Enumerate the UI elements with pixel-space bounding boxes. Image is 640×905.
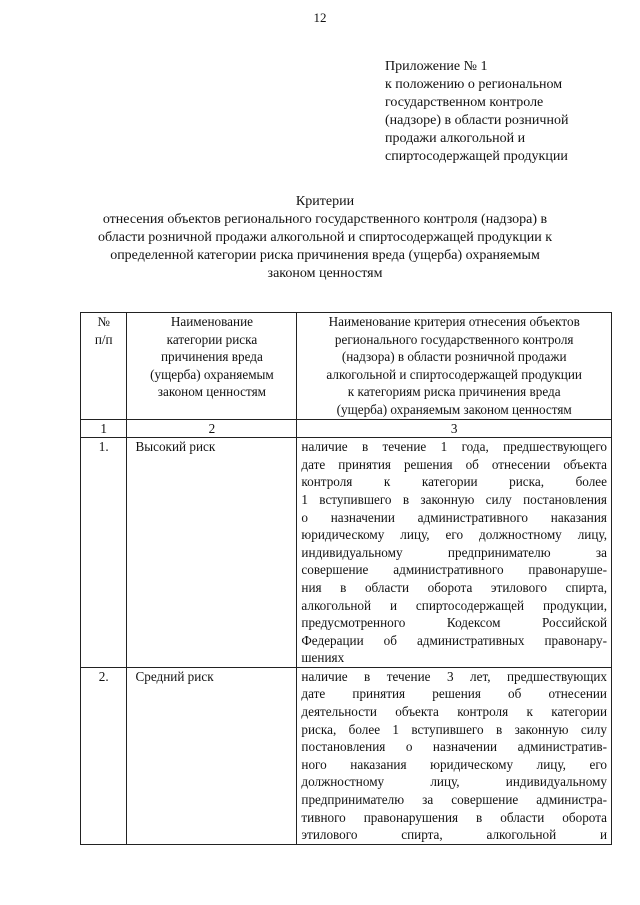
criterion-line: постановления о назначении административ-	[301, 739, 607, 755]
appendix-line: (надзоре) в области розничной	[385, 113, 569, 128]
appendix-line: спиртосодержащей продукции	[385, 149, 568, 164]
appendix-line: продажи алкогольной и	[385, 131, 526, 146]
header-criterion-line: к категориям риска причинения вреда	[347, 384, 561, 400]
criterion-line: шениях	[301, 650, 345, 666]
criterion-line: риска, более 1 вступившего в законную силу	[301, 721, 607, 737]
criterion-line: деятельности объекта контроля к категории	[301, 704, 607, 720]
heading-line: законом ценностям	[267, 266, 383, 281]
criterion-line: дате принятия решения об отнесении	[301, 686, 607, 702]
criterion-line: наличие в течение 1 года, предшествующего	[301, 439, 607, 455]
criterion-line: контроля к категории риска, более	[301, 474, 607, 490]
criteria-table	[80, 312, 612, 845]
header-criterion-cell	[297, 313, 612, 420]
header-category-line: категории риска	[166, 331, 258, 347]
index-cell: 2	[127, 419, 297, 438]
header-num-cell	[81, 313, 127, 420]
table-index-row	[81, 419, 612, 438]
header-criterion-line: Наименование критерия отнесения объектов	[328, 314, 580, 329]
row-criterion-cell	[297, 438, 612, 668]
header-criterion-line: (надзора) в области розничной продажи	[341, 349, 567, 365]
header-category-line: законом ценностям	[157, 384, 267, 400]
table-row	[81, 438, 612, 668]
criterion-line: этилового спирта, алкогольной и	[301, 827, 607, 843]
criterion-line: тивного правонарушения в области оборота	[301, 809, 607, 825]
criterion-line: ния в области оборота этилового спирта,	[301, 579, 607, 595]
heading-title: Критерии	[295, 194, 355, 209]
header-category-line: Наименование	[170, 314, 253, 329]
row-criterion-cell	[297, 667, 612, 844]
appendix-line: Приложение № 1	[385, 59, 488, 74]
appendix-line: к положению о региональном	[385, 77, 563, 92]
row-category-cell: Средний риск	[127, 667, 297, 844]
heading-line: области розничной продажи алкогольной и спиртосодержащей продукции к	[97, 230, 552, 245]
row-num-cell: 1.	[81, 438, 127, 668]
appendix-line: государственном контроле	[385, 95, 544, 110]
heading-line: отнесения объектов регионального государственного контроля (надзора) в	[102, 212, 548, 227]
header-criterion-line: алкогольной и спиртосодержащей продукции	[326, 366, 582, 382]
header-criterion-line: регионального государственного контроля	[334, 331, 574, 347]
heading-line: определенной категории риска причинения вреда (ущерба) охраняемым	[110, 248, 540, 263]
criterion-line: предусмотренного Кодексом Российской	[301, 615, 607, 631]
criterion-line: алкогольной и спиртосодержащей продукции,	[301, 597, 607, 613]
index-cell: 3	[297, 419, 612, 438]
criterion-line: наличие в течение 3 лет, предшествующих	[301, 668, 607, 684]
criterion-line: дате принятия решения об отнесении объекта	[301, 456, 607, 472]
criterion-line: юридическому лицу, его должностному лицу,	[301, 527, 607, 543]
header-criterion-line: (ущерба) охраняемым законом ценностям	[336, 401, 572, 417]
row-category-cell: Высокий риск	[127, 438, 297, 668]
criterion-line: Федерации об административных правонару-	[301, 632, 607, 648]
page-number: 12	[313, 10, 327, 25]
header-category-line: (ущерба) охраняемым	[150, 366, 274, 382]
header-num-line: №	[97, 314, 111, 329]
criterion-line: ного наказания юридическому лицу, его	[301, 756, 607, 772]
row-num-cell: 2.	[81, 667, 127, 844]
criterion-line: о назначении административного наказания	[301, 509, 607, 525]
table-row	[81, 667, 612, 844]
criterion-line: должностному лицу, индивидуальному	[301, 774, 607, 790]
header-num-line: п/п	[94, 331, 113, 347]
criterion-line: предпринимателю за совершение администра-	[301, 792, 607, 808]
criterion-line: 1 вступившего в законную силу постановления	[301, 491, 607, 507]
criterion-line: совершение административного правонаруше-	[301, 562, 607, 578]
table-header-row	[81, 313, 612, 420]
criteria-heading	[60, 193, 590, 283]
appendix-block	[385, 58, 625, 166]
criterion-line: индивидуальному предпринимателю за	[301, 544, 607, 560]
header-category-line: причинения вреда	[160, 349, 263, 365]
header-category-cell	[127, 313, 297, 420]
index-cell: 1	[81, 419, 127, 438]
